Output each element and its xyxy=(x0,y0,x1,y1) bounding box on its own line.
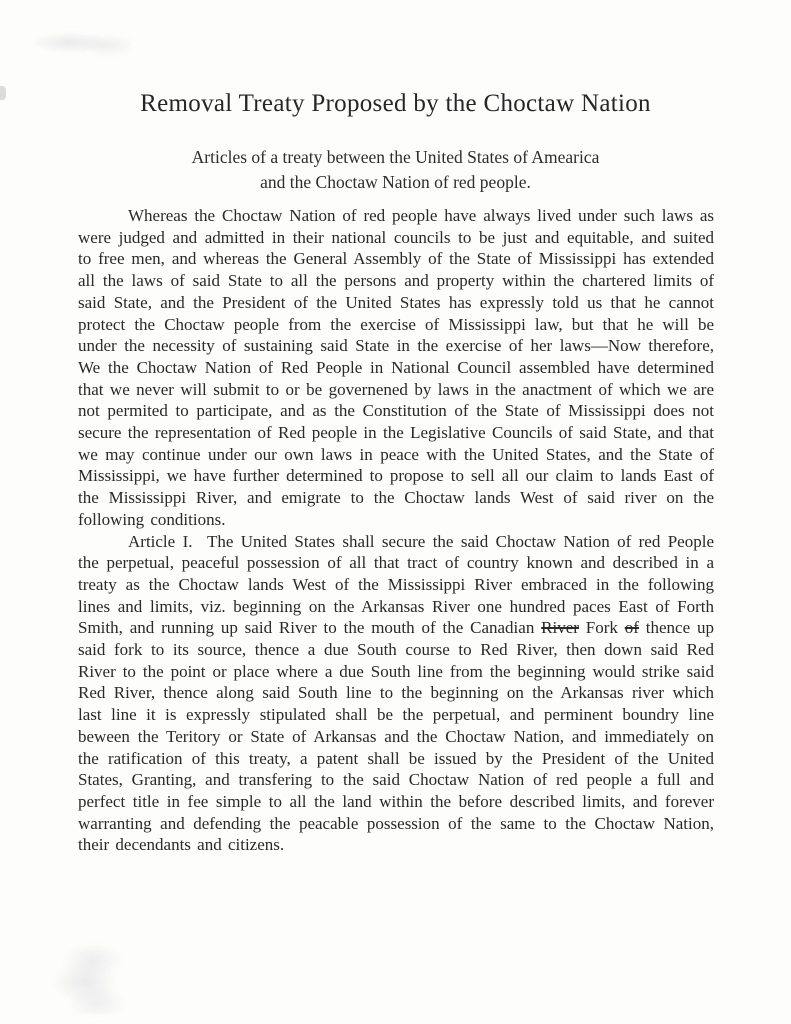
strikethrough-word-of: of xyxy=(624,618,639,638)
subtitle-line-1: Articles of a treaty between the United States of Amearica xyxy=(191,147,600,167)
document-body xyxy=(78,205,714,856)
document-subtitle xyxy=(0,145,791,195)
paragraph-preamble: Whereas the Choctaw Nation of red people have always lived under such laws as were judged and admitted in their national councils to be just and equitable, and suited to free men, and whereas the General Assembly of the State of Mississippi has extended all the laws of said State to all the persons and property within the chartered limits of said State, and the President of the United States has expressly told us that he cannot protect the Choctaw people from the exercise of Mississippi law, but that he will be under the necessity of sustaining said State in the exercise of her laws—Now therefore, We the Choctaw Nation of Red People in National Council assembled have determined that we never will submit to or be governened by laws in the anactment of which we are not permited to participate, and as the Constitution of the State of Mississippi does not secure the representation of Red people in the Legislative Councils of said State, and that we may continue under our own laws in peace with the United States, and the State of Mississippi, we have further determined to propose to sell all our claim to lands East of the Mississippi River, and emigrate to the Choctaw lands West of said river on the following conditions. xyxy=(78,206,714,529)
document-title: Removal Treaty Proposed by the Choctaw Nation xyxy=(140,90,651,117)
scan-smudge-top-left xyxy=(36,30,132,58)
subtitle-line-2: and the Choctaw Nation of red people. xyxy=(260,172,531,192)
paragraph-article-1 xyxy=(78,531,714,857)
article-1-text-segment: Fork xyxy=(578,618,625,638)
article-1-text-segment: Article I. The United States shall secure the said Choctaw Nation of red People the perpetual, peaceful possession of all that tract of country known and described in a treaty as the Choctaw lands West of the Mississippi River embraced in the following lines and limits, viz. beginning on the Arkansas River one hundred paces East of Forth Smith, and running up said River to the mouth of the Canadian xyxy=(78,531,714,638)
strikethrough-word-river: River xyxy=(541,618,579,638)
scan-smudge-bottom-left xyxy=(50,942,128,1014)
article-1-text-segment: thence up said fork to its source, thence a due South course to Red River, then down said Red River to the point or place where a due South line from the beginning would strike said Red River, thence along said South line to the beginning on the Arkansas river which last line it is expressly stipulated shall be the perpetual, and perminent boundry line beween the Teritory or State of Arkansas and the Choctaw Nation, and immediately on the ratification of this treaty, a patent shall be issued by the President of the United States, Granting, and transfering to the said Choctaw Nation of red people a full and perfect title in fee simple to all the land within the before described limits, and forever warranting and defending the peacable possession of the same to the Choctaw Nation, their decendants and citizens. xyxy=(78,618,714,855)
